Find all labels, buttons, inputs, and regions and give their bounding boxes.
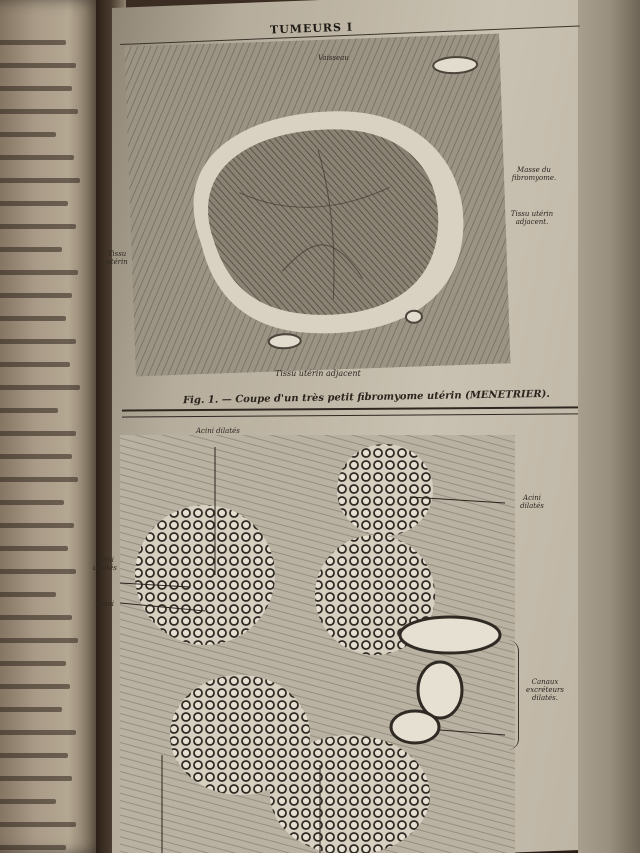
- fig2-label-top: Acini dilatés: [196, 427, 240, 435]
- running-head: TUMEURS I: [269, 20, 354, 37]
- fig2-label-right-upper: Acini dilatés: [520, 494, 544, 510]
- left-page: [0, 0, 102, 853]
- fig1-label-bottom: Tissu utérin adjacent: [275, 369, 361, 378]
- fig1-label-right-lower: Tissu utérin adjacent.: [510, 210, 554, 226]
- fig1-label-left: Tissu utérin: [106, 250, 128, 266]
- figure-1-illustration: [124, 34, 510, 377]
- figure-2-illustration: [120, 435, 515, 853]
- fig1-label-right-upper: Masse du fibromyome.: [511, 166, 557, 182]
- figure-1-caption: Fig. 1. — Coupe d'un très petit fibromyome utérin (MENETRIER).: [182, 388, 550, 407]
- fig2-label-right-lower: Canaux excréteurs dilatés.: [526, 678, 564, 702]
- fig2-label-left-lower: Acini: [96, 600, 114, 608]
- left-page-text-block: [0, 40, 82, 853]
- fig2-label-left-upper: Acini dilatés: [93, 556, 117, 572]
- page-edges: [578, 0, 640, 853]
- fig2-bracket: [508, 640, 519, 750]
- fig1-label-top: Vaisseau: [318, 54, 349, 62]
